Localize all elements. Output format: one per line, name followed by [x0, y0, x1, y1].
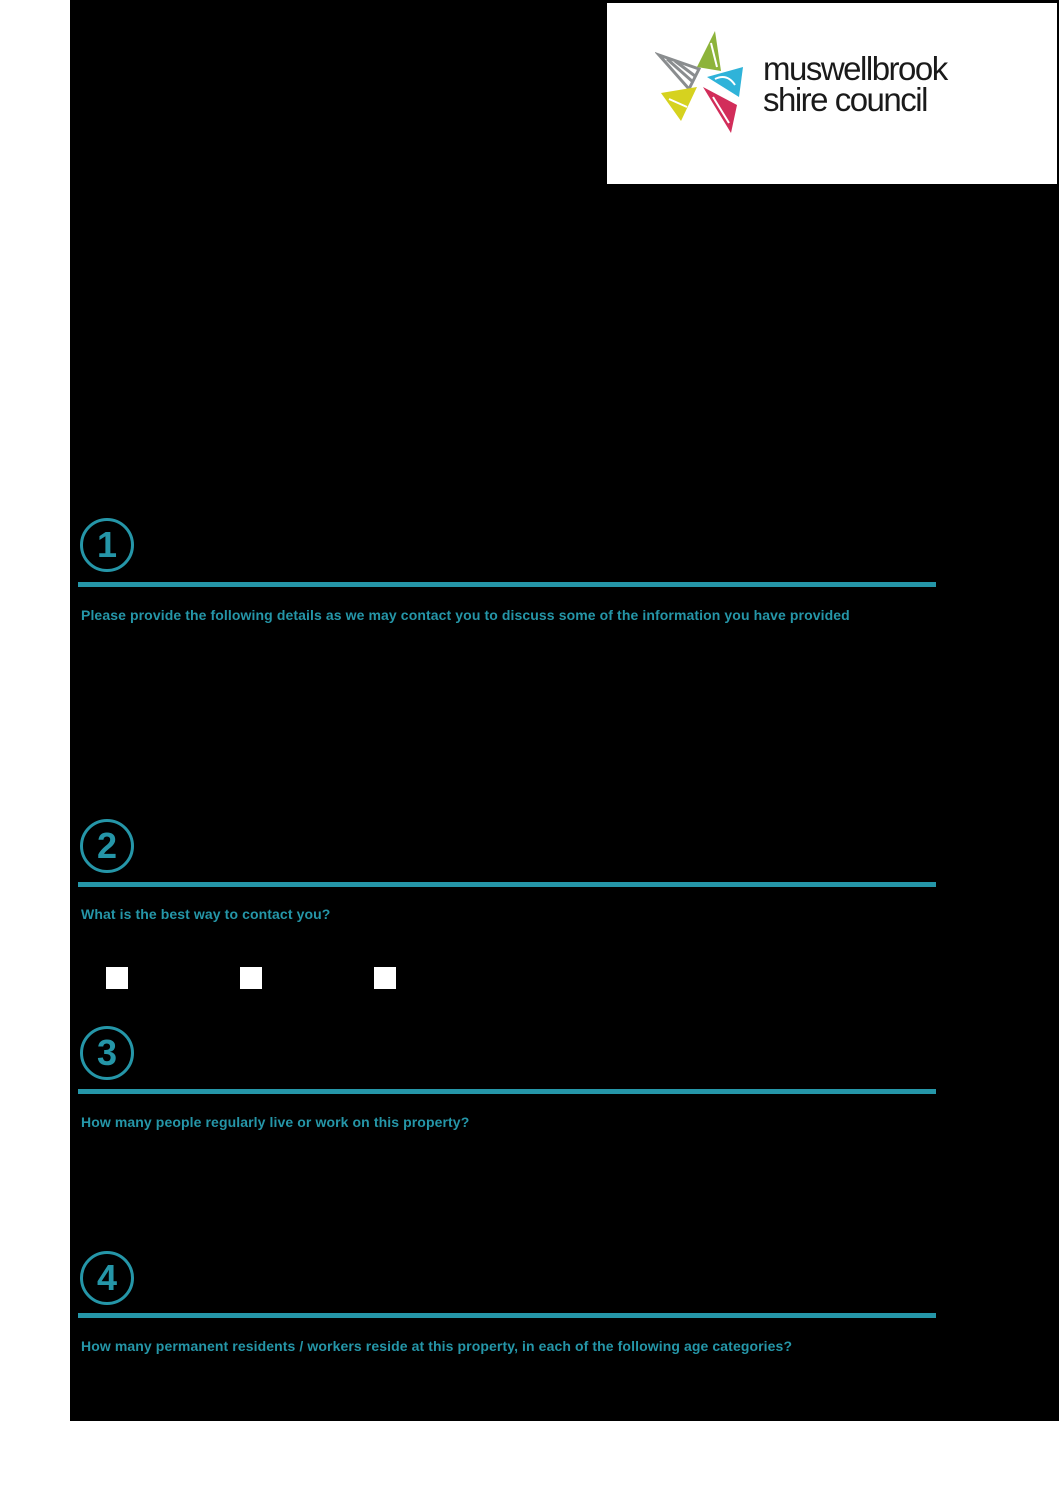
council-name-line2: shire council	[763, 81, 927, 118]
section-2-number: 2	[80, 819, 134, 873]
section-1-divider	[78, 582, 936, 587]
page-background	[70, 0, 1059, 1421]
contact-option-checkbox-1[interactable]	[104, 965, 130, 991]
section-2-question: What is the best way to contact you?	[81, 906, 331, 922]
section-4-number: 4	[80, 1251, 134, 1305]
section-4-divider	[78, 1313, 936, 1318]
section-2-divider	[78, 882, 936, 887]
logo-panel	[607, 3, 1057, 184]
contact-option-checkbox-3[interactable]	[372, 965, 398, 991]
section-1-question: Please provide the following details as we may contact you to discuss some of the information you have provided	[81, 607, 850, 623]
council-name	[763, 50, 947, 118]
section-3-question: How many people regularly live or work on this property?	[81, 1114, 470, 1130]
section-4-question: How many permanent residents / workers reside at this property, in each of the following age categories?	[81, 1338, 793, 1354]
council-logo-icon	[655, 27, 747, 135]
council-name-line1: muswellbrook	[763, 50, 947, 87]
section-3-number: 3	[80, 1026, 134, 1080]
section-1-number: 1	[80, 518, 134, 572]
contact-option-checkbox-2[interactable]	[238, 965, 264, 991]
section-3-divider	[78, 1089, 936, 1094]
